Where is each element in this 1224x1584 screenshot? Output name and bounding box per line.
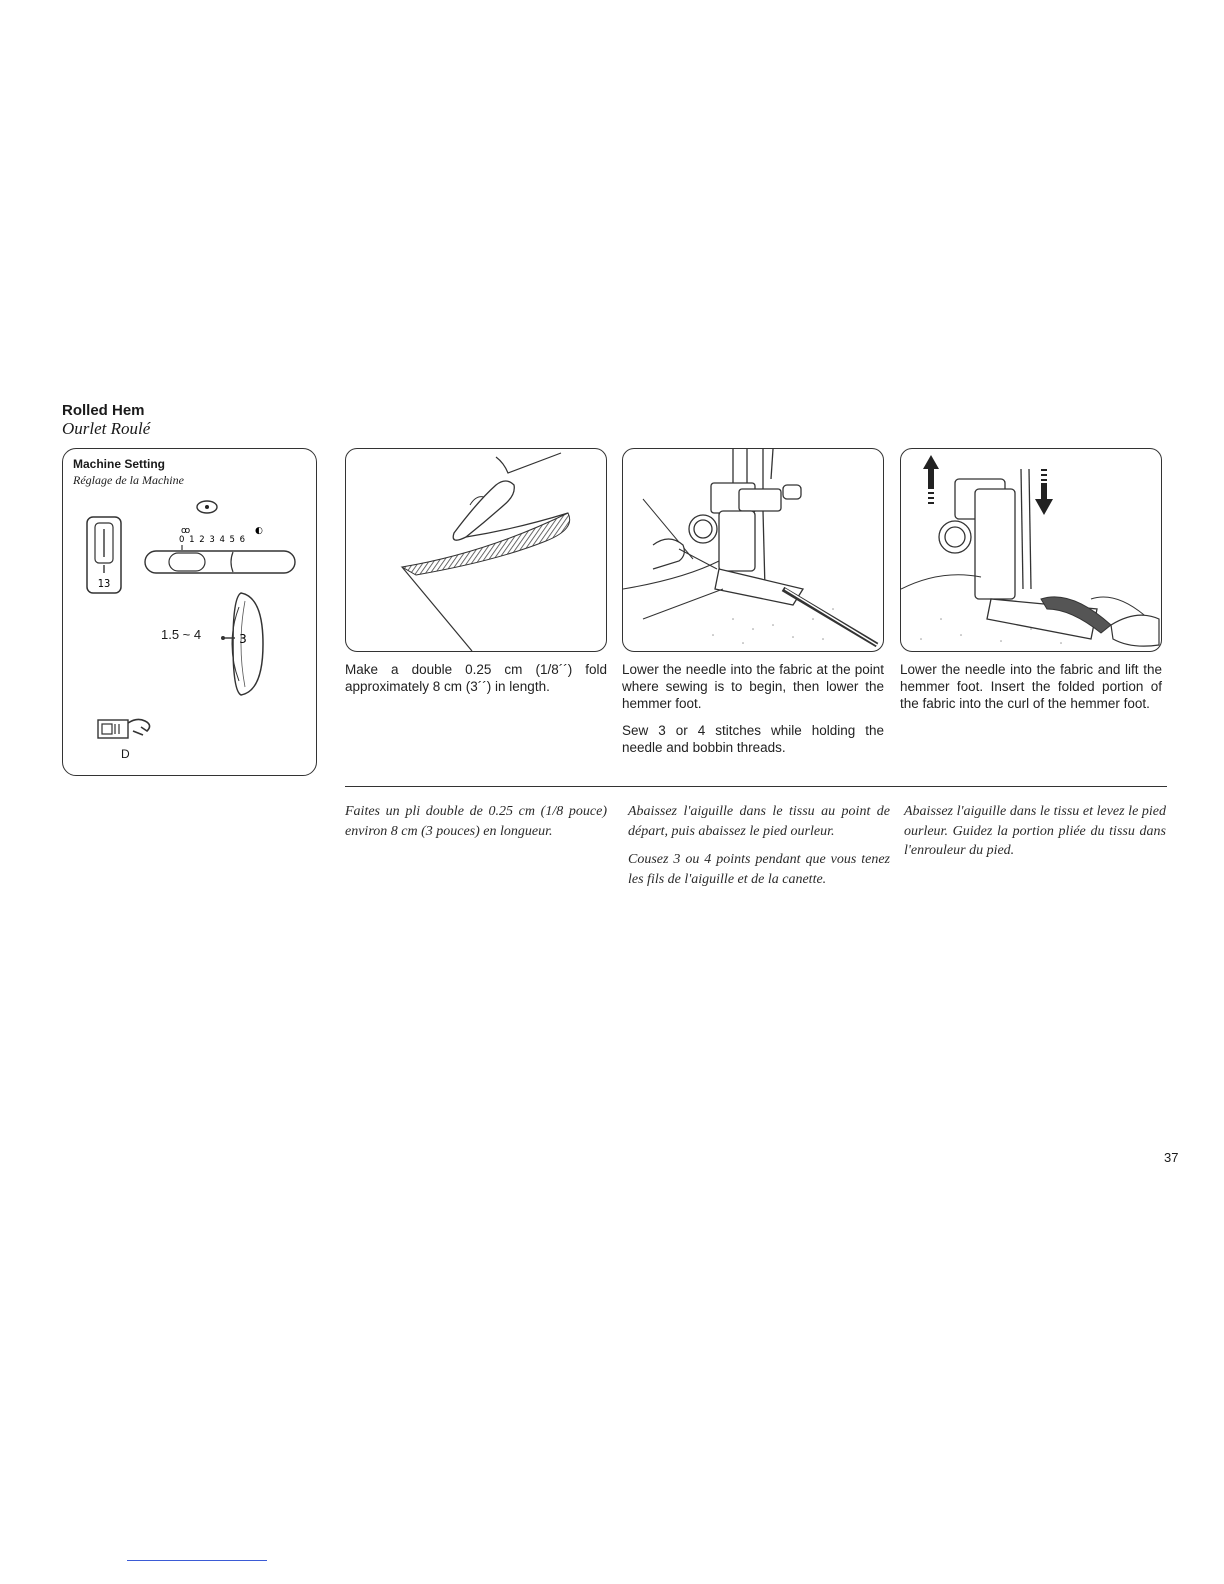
fold-fabric-illustration — [345, 448, 607, 652]
footer-line — [127, 1560, 267, 1561]
page-number: 37 — [1164, 1150, 1179, 1165]
step-1-english-paragraph: Make a double 0.25 cm (1/8´´) fold approximately 8 cm (3´´) in length. — [345, 662, 607, 694]
stitch-length-range: 1.5 ~ 4 — [161, 627, 202, 642]
step-2-english-paragraph-2: Sew 3 or 4 stitches while holding the needle and bobbin threads. — [622, 723, 884, 755]
stitch-length-dial-icon — [215, 589, 265, 699]
step-3-french — [904, 802, 1166, 870]
step-3-french-paragraph: Abaissez l'aiguille dans le tissu et levez le pied ourleur. Guidez la portion pliée du tissu dans l'enrouleur du pied. — [904, 804, 1166, 858]
machine-setting-panel — [62, 448, 317, 776]
step-1-french — [345, 802, 607, 850]
dial-value-label: 3 — [239, 632, 247, 646]
presser-foot-letter: D — [121, 747, 130, 761]
presser-foot-icon — [97, 715, 157, 741]
svg-text:◐: ◐ — [255, 526, 263, 536]
step-2-english-paragraph-1: Lower the needle into the fabric at the point where sewing is to begin, then lower the hemmer foot. — [622, 662, 884, 711]
machine-setting-title: Machine Setting — [73, 457, 166, 471]
step-2-french — [628, 802, 890, 898]
needle-position-icon — [195, 499, 219, 515]
insert-fabric-illustration — [900, 448, 1162, 652]
step-3-english — [900, 661, 1162, 722]
step-1-english — [345, 661, 607, 705]
step-2-english — [622, 661, 884, 766]
step-2-french-paragraph-2: Cousez 3 ou 4 points pendant que vous tenez les fils de l'aiguille et de la canette. — [628, 852, 890, 887]
section-title: Rolled Hem — [62, 402, 145, 419]
lower-needle-illustration — [622, 448, 884, 652]
section-title-french: Ourlet Roulé — [62, 419, 151, 438]
step-3-english-paragraph: Lower the needle into the fabric and lift the hemmer foot. Insert the folded portion of the fabric into the curl of the hemmer foot. — [900, 662, 1162, 711]
pattern-number-label: 13 — [97, 577, 111, 590]
width-scale-label: 0 1 2 3 4 5 6 — [179, 535, 247, 545]
pattern-selector-icon — [85, 515, 125, 595]
svg-text:ꝏ: ꝏ — [181, 526, 191, 536]
machine-setting-title-french: Réglage de la Machine — [73, 473, 184, 487]
stitch-width-slider-icon — [143, 523, 303, 583]
step-1-french-paragraph: Faites un pli double de 0.25 cm (1/8 pouce) environ 8 cm (3 pouces) en longueur. — [345, 804, 607, 839]
step-2-french-paragraph-1: Abaissez l'aiguille dans le tissu au point de départ, puis abaissez le pied ourleur. — [628, 804, 890, 839]
divider-line — [345, 786, 1167, 787]
